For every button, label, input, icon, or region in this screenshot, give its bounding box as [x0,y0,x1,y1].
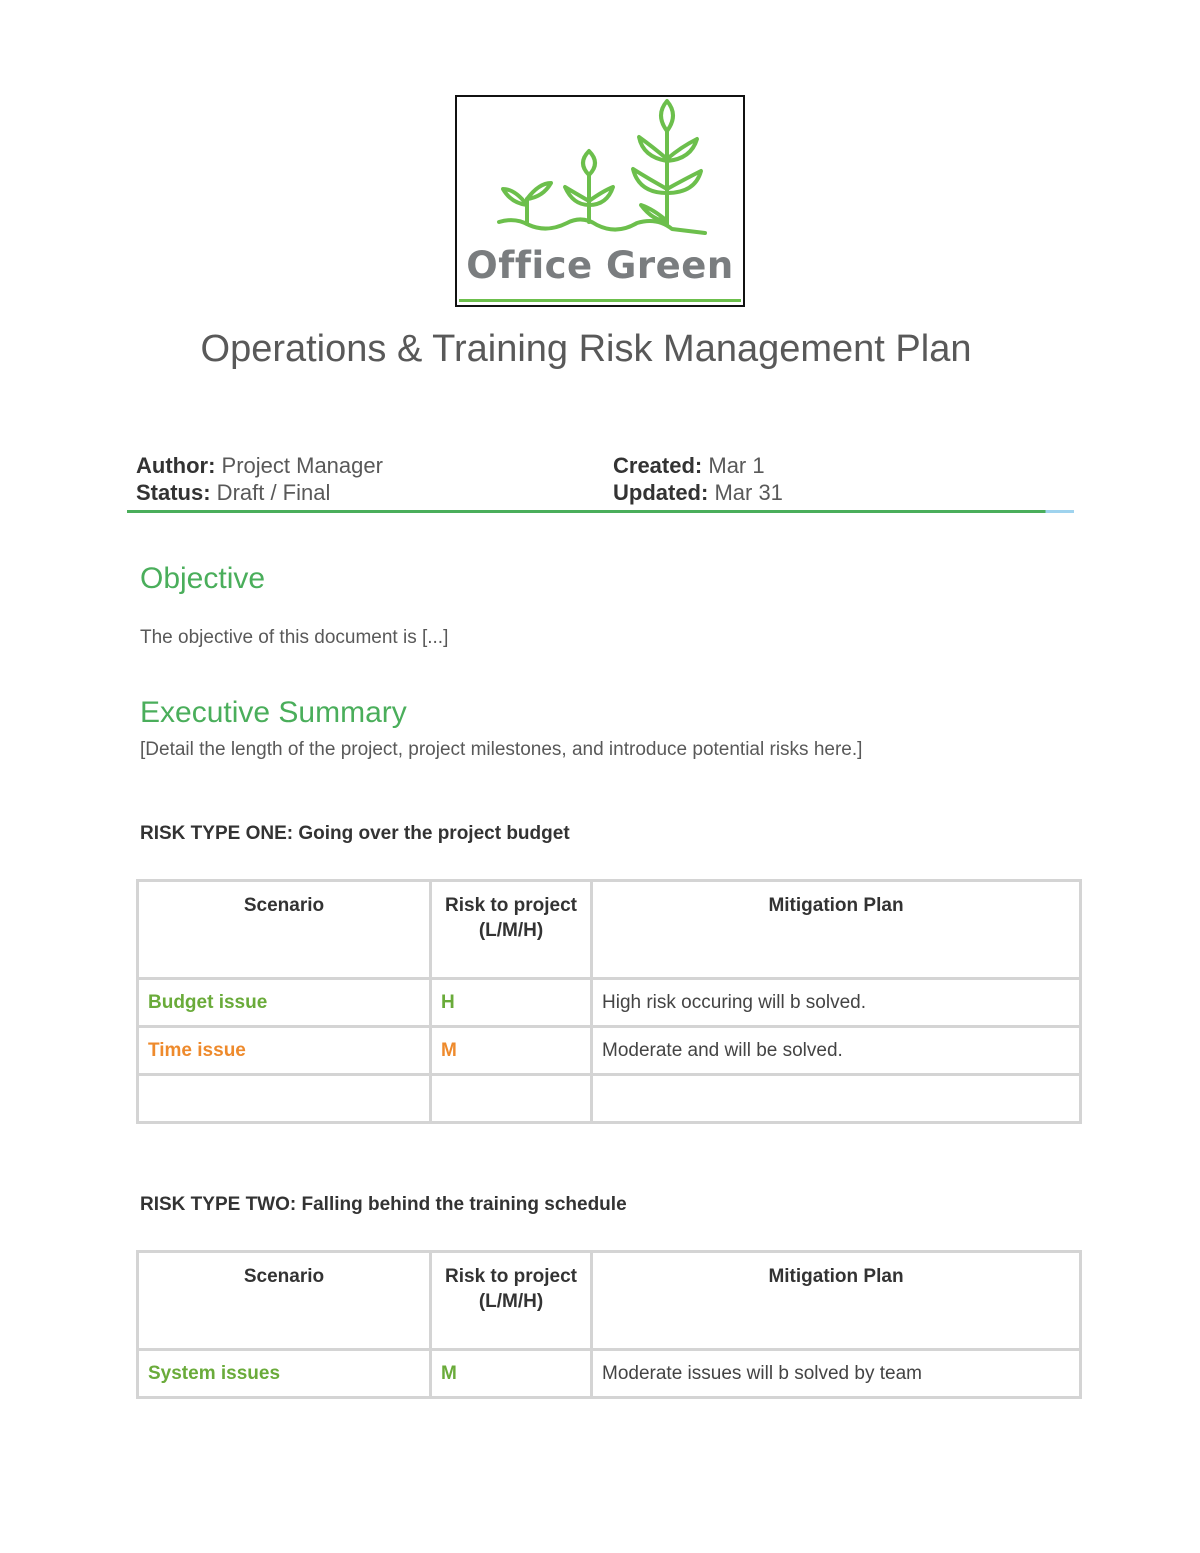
risk-one-table [136,879,1082,1124]
table-row [138,1027,1081,1075]
risk-type-one-heading: RISK TYPE ONE: Going over the project budget [140,823,570,844]
table-header-row [138,1252,1081,1350]
header-divider [127,510,1074,513]
mitigation-cell: High risk occuring will b solved. [592,979,1081,1027]
created-line [613,452,783,479]
scenario-cell: Time issue [138,1027,431,1075]
logo-underline [459,299,741,302]
column-header-risk: Risk to project (L/M/H) [431,881,592,979]
executive-summary-heading: Executive Summary [140,696,407,729]
table-row [138,979,1081,1027]
updated-label: Updated: [613,480,709,505]
created-value: Mar 1 [702,453,765,478]
risk-type-two-heading: RISK TYPE TWO: Falling behind the training schedule [140,1194,627,1215]
column-header-risk: Risk to project (L/M/H) [431,1252,592,1350]
risk-level-cell: M [431,1350,592,1398]
mitigation-cell: Moderate and will be solved. [592,1027,1081,1075]
document-title: Operations & Training Risk Management Plan [200,328,972,370]
table-row [138,1075,1081,1123]
objective-text: The objective of this document is [...] [140,627,449,648]
company-logo [455,95,745,307]
meta-author-status [136,452,383,506]
author-line [136,452,383,479]
updated-line [613,479,783,506]
author-label: Author: [136,453,216,478]
table-row [138,1350,1081,1398]
risk-level-cell: H [431,979,592,1027]
created-label: Created: [613,453,703,478]
table-header-row [138,881,1081,979]
logo-wordmark: Office Green [466,244,734,287]
status-value: Draft / Final [210,480,331,505]
mitigation-cell: Moderate issues will b solved by team [592,1350,1081,1398]
status-line [136,479,383,506]
column-header-mitigation: Mitigation Plan [592,1252,1081,1350]
status-label: Status: [136,480,211,505]
objective-heading: Objective [140,562,266,595]
mitigation-cell [592,1075,1081,1123]
executive-summary-text: [Detail the length of the project, project milestones, and introduce potential risks here.] [140,739,863,760]
updated-value: Mar 31 [708,480,783,505]
column-header-scenario: Scenario [138,881,431,979]
meta-dates [613,452,783,506]
column-header-mitigation: Mitigation Plan [592,881,1081,979]
author-value: Project Manager [215,453,383,478]
risk-two-table [136,1250,1082,1399]
risk-level-cell [431,1075,592,1123]
scenario-cell [138,1075,431,1123]
column-header-scenario: Scenario [138,1252,431,1350]
risk-level-cell: M [431,1027,592,1075]
scenario-cell: System issues [138,1350,431,1398]
scenario-cell: Budget issue [138,979,431,1027]
